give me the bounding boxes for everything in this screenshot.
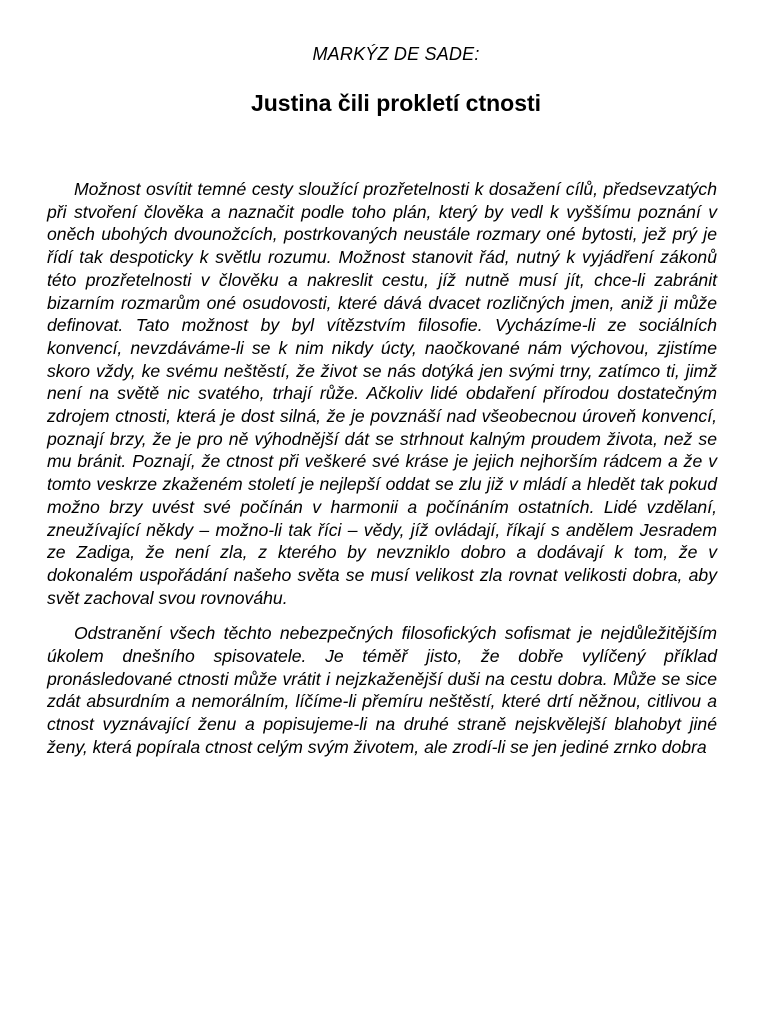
paragraph-2: Odstranění všech těchto nebezpečných filosofických sofismat je nejdůležitějším úkolem dnešního spisovatele. Je téměř jisto, že dobře vylíčený příklad pronásledované ctnosti může vrátit i nejzkaženější duši na cestu dobra. Může se sice zdát absurdním a nemorálním, líčíme-li přemíru neštěstí, které drtí něžnou, citlivou a ctnost vyznávající ženu a popisujeme-li na druhé straně nejskvělejší blahobyt jiné ženy, která popírala ctnost celým svým životem, ale zrodí-li se jen jediné zrnko dobra bbox=[47, 623, 717, 757]
document-title: Justina čili prokletí ctnosti bbox=[250, 90, 542, 116]
paragraph-1: Možnost osvítit temné cesty sloužící prozřetelnosti k dosažení cílů, předsevzatých při stvoření člověka a naznačit podle toho plán, který by vedl k vyššímu poznání v oněch ubohých dvounožcích, postrkovaných neustále rozmary oné bytosti, jež prý je řídí tak despoticky k světlu rozumu. Možnost stanovit řád, nutný k vyjádření zákonů této prozřetelnosti v člověku a nakreslit cestu, jíž nutně musí jít, chce-li zabránit bizarním rozmarům oné osudovosti, které dává dvacet rozličných jmen, aniž ji může definovat. Tato možnost by byl vítězstvím filosofie. Vycházíme-li ze sociálních konvencí, nevzdáváme-li se k nim nikdy úcty, naočkované nám výchovou, zjistíme skoro vždy, ke svému neštěstí, že život se nás dotýká jen svými trny, zatímco ti, jimž není na světě nic svatého, trhají růže. Ačkoliv lidé obdaření přírodou dostatečným zdrojem ctnosti, která je dost silná, že je povznáší nad všeobecnou úroveň konvencí, poznají brzy, že je pro ně výhodnější dát se strhnout kalným proudem života, než se mu bránit. Poznají, že ctnost při veškeré své kráse je jejich nejhorším rádcem a že v tomto veskrze zkaženém století je nejlepší oddat se zlu již v mládí a hledět tak pokud možno brzy uvést své počínán v harmonii a počínáním ostatních. Lidé vzdělaní, zneužívající někdy – možno-li tak říci – vědy, jíž ovládají, říkají s andělem Jesradem ze Zadiga, že není zla, z kterého by nevzniklo dobro a dodávají k tom, že v dokonalém uspořádání našeho světa se musí velikost zla rovnat velikosti dobra, aby svět zachoval svou rovnováhu. bbox=[47, 179, 717, 608]
author-heading: MARKÝZ DE SADE: bbox=[312, 44, 480, 64]
document-body bbox=[47, 178, 717, 772]
